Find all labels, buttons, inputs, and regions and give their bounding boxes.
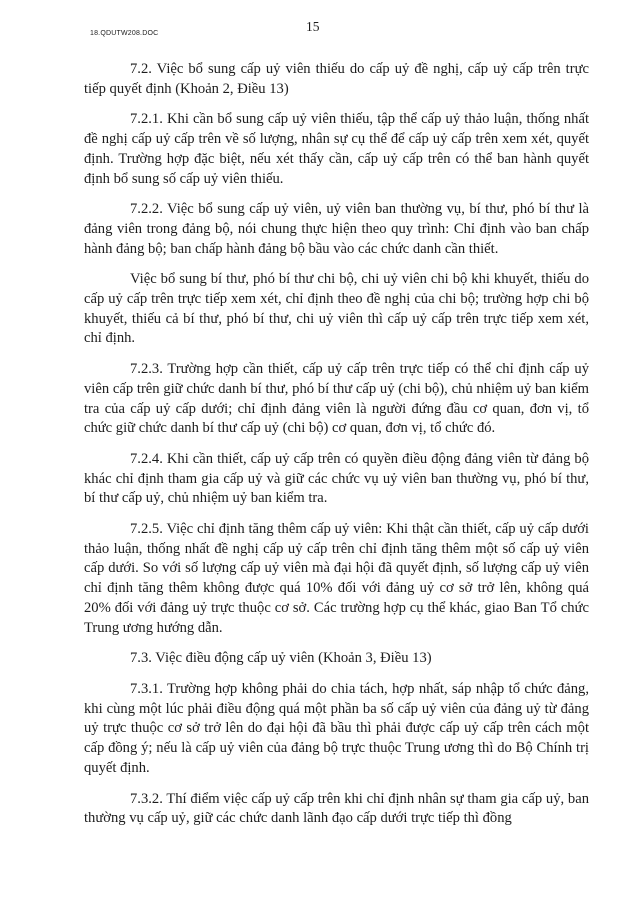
paragraph-7-3-1: 7.3.1. Trường hợp không phải do chia tách, hợp nhất, sáp nhập tổ chức đảng, khi cùng một lúc phải điều động quá một phần ba số cấp uỷ viên của đảng uỷ từ đảng uỷ trực thuộc cơ sở trở lên do đại hội đã bầu thì phải được cấp uỷ cấp trên cách một cấp đồng ý; nếu là cấp uỷ viên của đảng bộ trực thuộc Trung ương thì do Bộ Chính trị quyết định. <box>84 680 589 776</box>
document-file-name: 18.QDUTW208.DOC <box>90 30 159 37</box>
paragraph-chi-bo-supplement: Việc bổ sung bí thư, phó bí thư chi bộ, chi uỷ viên chi bộ khi khuyết, thiếu do cấp uỷ cấp trên trực tiếp xem xét, chỉ định theo đề nghị của chi bộ; trường hợp chi bộ khuyết, thiếu cả bí thư, phó bí thư, chi uỷ viên thì cấp uỷ cấp trên trực tiếp xem xét, chỉ định. <box>84 271 589 347</box>
paragraph-7-2-5: 7.2.5. Việc chỉ định tăng thêm cấp uỷ viên: Khi thật cần thiết, cấp uỷ cấp dưới thảo luận, thống nhất đề nghị cấp uỷ cấp trên chỉ định tăng thêm một số cấp uỷ viên cấp dưới. So với số lượng cấp uỷ viên mà đại hội đã quyết định, số lượng cấp uỷ viên chỉ định tăng thêm không được quá 10% đối với đảng uỷ cơ sở trở lên, không quá 20% đối với đảng uỷ trực thuộc cơ sở. Các trường hợp cụ thể khác, giao Ban Tổ chức Trung ương hướng dẫn. <box>84 521 589 636</box>
section-7-3-heading: 7.3. Việc điều động cấp uỷ viên (Khoản 3, Điều 13) <box>130 650 432 667</box>
paragraph-7-2-3: 7.2.3. Trường hợp cần thiết, cấp uỷ cấp trên trực tiếp có thể chỉ định cấp uỷ viên cấp trên giữ chức danh bí thư, phó bí thư cấp uỷ (chi bộ), chủ nhiệm uỷ ban kiểm tra của cấp uỷ cấp dưới; chỉ định đảng viên là người đứng đầu cơ quan, đơn vị, tổ chức giữ chức danh bí thư cấp uỷ (chi bộ) cơ quan, đơn vị, tổ chức đó. <box>84 361 589 437</box>
paragraph-7-3-2: 7.3.2. Thí điểm việc cấp uỷ cấp trên khi chỉ định nhân sự tham gia cấp uỷ, ban thường vụ cấp uỷ, giữ các chức danh lãnh đạo cấp dưới trực tiếp thì đồng <box>84 790 589 827</box>
document-body <box>84 60 589 840</box>
paragraph-7-2-1: 7.2.1. Khi cần bổ sung cấp uỷ viên thiếu, tập thể cấp uỷ thảo luận, thống nhất đề nghị cấp uỷ cấp trên về số lượng, nhân sự cụ thể để cấp uỷ cấp trên xem xét, quyết định. Trường hợp đặc biệt, nếu xét thấy cần, cấp uỷ cấp trên có thể ban hành quyết định bổ sung số cấp uỷ viên thiếu. <box>84 111 589 187</box>
paragraph-7-2-4: 7.2.4. Khi cần thiết, cấp uỷ cấp trên có quyền điều động đảng viên từ đảng bộ khác chỉ định tham gia cấp uỷ và giữ các chức vụ uỷ viên ban thường vụ, phó bí thư, bí thư cấp uỷ, chủ nhiệm uỷ ban kiểm tra. <box>84 450 589 507</box>
paragraph-7-2-2: 7.2.2. Việc bổ sung cấp uỷ viên, uỷ viên ban thường vụ, bí thư, phó bí thư là đảng viên trong đảng bộ, nói chung thực hiện theo quy trình: Chỉ định vào ban chấp hành đảng bộ; ban chấp hành đảng bộ bầu vào các chức danh cần thiết. <box>84 201 589 257</box>
section-7-2-heading: 7.2. Việc bổ sung cấp uỷ viên thiếu do cấp uỷ đề nghị, cấp uỷ cấp trên trực tiếp quyết định (Khoản 2, Điều 13) <box>84 61 589 97</box>
page-number: 15 <box>306 19 320 34</box>
